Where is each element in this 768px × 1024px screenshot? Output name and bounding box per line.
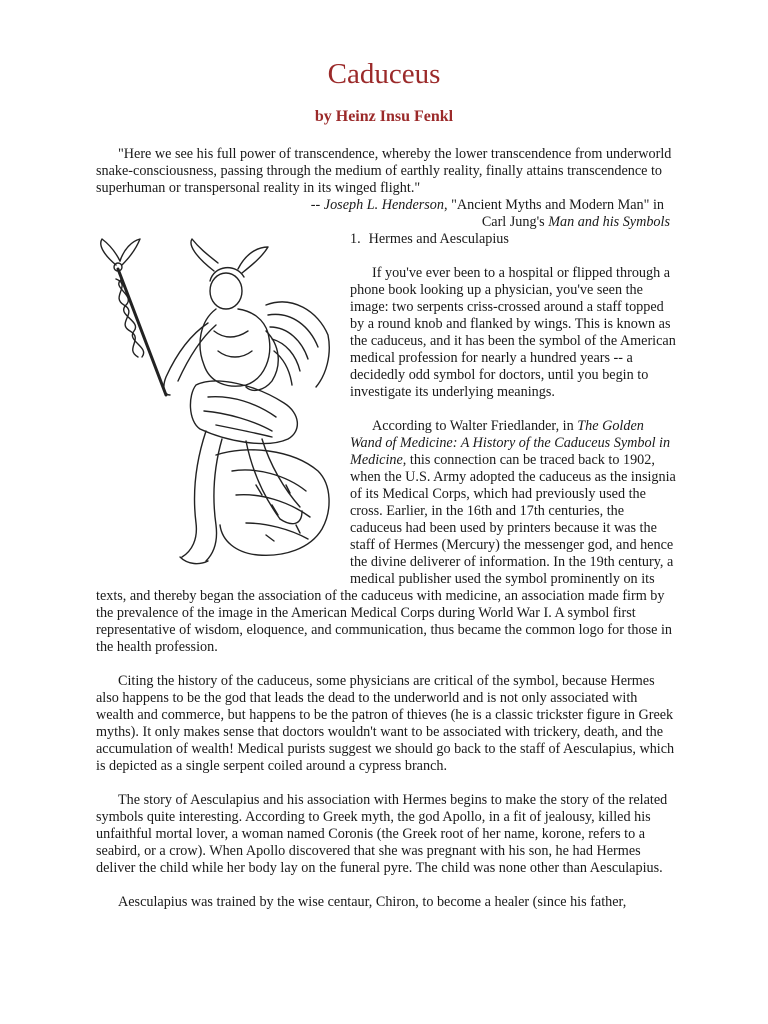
paragraph-1: If you've ever been to a hospital or flipped through a phone book looking up a physician, you've seen the image: two serpents criss-crossed around a staff topped by a round knob and flanked by wings. This is known as the caduceus, and it has been the symbol of the American medical profession for nearly a hundred years -- a decidedly odd symbol for doctors, until you begin to investigate its underlying meanings. bbox=[350, 265, 676, 400]
attribution-book: Man and his Symbols bbox=[548, 214, 670, 230]
paragraph-2-rest: , this connection can be traced back to 1902, when the U.S. Army adopted the caduceus as the insignia of its Medical Corps, which had previously used the cross. Earlier, in the 16th and 17th centuries, the caduceus had been used by printers because it was the staff of Hermes (Mercury) the messenger god, and hence the divine deliverer of information. In the 19th century, a medical publisher used the symbol prominently on its texts, and thereby began the association of the caduceus with medicine, an association made firm by the prevalence of the image in the American Medical Corps during World War I. A symbol first representative of wisdom, eloquence, and communication, thus became the common logo for those in the health profession. bbox=[96, 452, 676, 655]
attribution-source-mid: Carl Jung's bbox=[481, 214, 549, 230]
attribution-source: , "Ancient Myths and Modern Man" in bbox=[443, 197, 664, 213]
section-number: 1. bbox=[350, 231, 361, 247]
paragraph-2-book-title: The Golden Wand of Medicine: A History of the Caduceus Symbol in Medicine bbox=[350, 418, 671, 468]
byline: by Heinz Insu Fenkl bbox=[314, 108, 454, 125]
epigraph-quote: "Here we see his full power of transcendence, whereby the lower transcendence from underworld snake-consciousness, passing through the medium of earthly reality, finally attains transcendence to superhuman or transpersonal reality in its winged flight." bbox=[96, 146, 672, 196]
article-body bbox=[96, 231, 676, 911]
paragraph-5: Aesculapius was trained by the wise centaur, Chiron, to become a healer (since his father, bbox=[118, 894, 627, 910]
epigraph bbox=[96, 146, 676, 231]
page-title: Caduceus bbox=[327, 58, 441, 90]
paragraph-3: Citing the history of the caduceus, some physicians are critical of the symbol, because Hermes also happens to be the god that leads the dead to the underworld and is not only associated with wealth and commerce, but happens to be the patron of thieves (he is a classic trickster figure in Greek myths). It only makes sense that doctors wouldn't want to be associated with trickery, death, and the accumulation of wealth! Medical purists suggest we should go back to the staff of Aesculapius, which is depicted as a single serpent coiled around a cypress branch. bbox=[96, 673, 675, 774]
epigraph-attribution bbox=[96, 197, 676, 231]
paragraph-4: The story of Aesculapius and his association with Hermes begins to make the story of the related symbols quite interesting. According to Greek myth, the god Apollo, in a fit of jealousy, killed his unfaithful mortal lover, a woman named Coronis (the Greek root of her name, korone, refers to a seabird, or a crow). When Apollo discovered that she was pregnant with his son, he had Hermes deliver the child while her body lay on the funeral pyre. The child was none other than Aesculapius. bbox=[96, 792, 668, 876]
paragraph-2-intro: According to Walter Friedlander, in bbox=[372, 418, 578, 434]
attribution-line-2 bbox=[96, 214, 670, 231]
attribution-line-1 bbox=[96, 197, 670, 214]
section-title: Hermes and Aesculapius bbox=[368, 231, 509, 247]
attribution-author: Joseph L. Henderson bbox=[323, 197, 444, 213]
hermes-caduceus-engraving-icon bbox=[96, 235, 340, 575]
attribution-dash: -- bbox=[310, 197, 324, 213]
